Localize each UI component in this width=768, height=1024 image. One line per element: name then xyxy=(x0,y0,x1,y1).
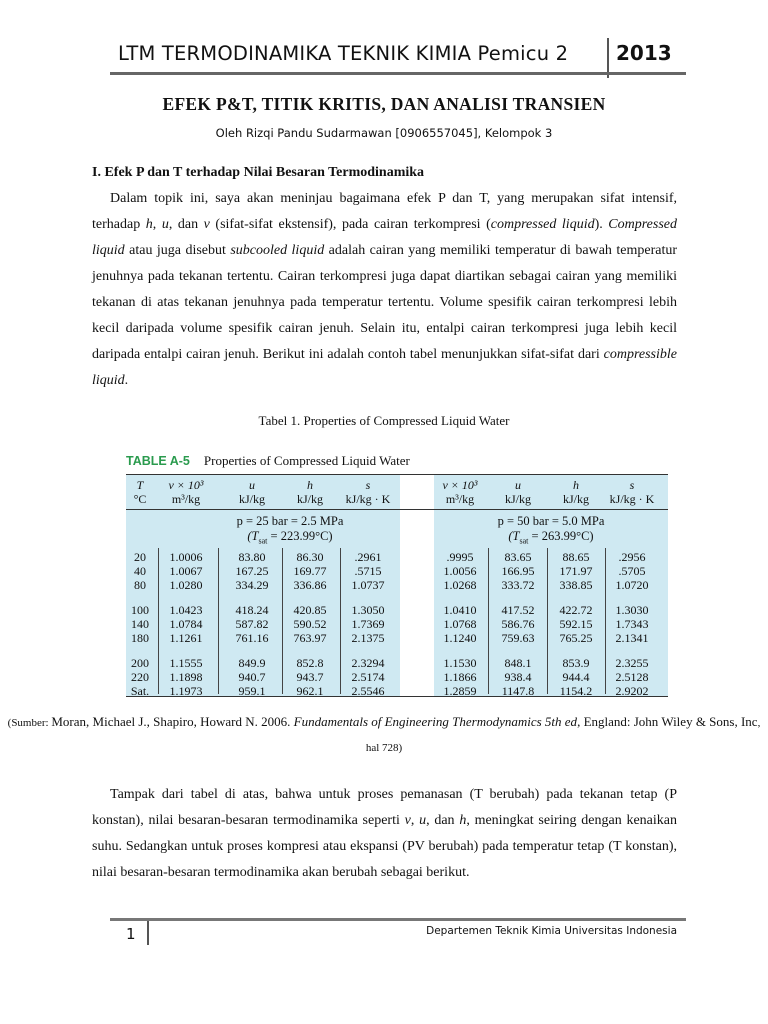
table-cell: 1.0006 xyxy=(169,550,203,564)
pressure-label-left: p = 25 bar = 2.5 MPa xyxy=(236,514,344,528)
table-cell: 2.3294 xyxy=(351,656,385,670)
section-heading: I. Efek P dan T terhadap Nilai Besaran Termodinamika xyxy=(92,165,425,180)
page-header xyxy=(110,36,686,74)
table-column-rule xyxy=(488,548,489,694)
table-column-rule xyxy=(605,548,606,694)
table-cell: 86.30 xyxy=(296,550,324,564)
table-column-rule xyxy=(218,548,219,694)
footer-department: Departemen Teknik Kimia Universitas Indonesia xyxy=(426,925,677,937)
header-year: 2013 xyxy=(616,41,672,65)
table-cell: 2.5546 xyxy=(351,684,385,698)
table-header-unit: kJ/kg · K xyxy=(609,492,655,506)
table-title-row xyxy=(126,452,410,470)
table-header-symbol: h xyxy=(307,478,313,492)
table-cell: 1.3030 xyxy=(615,603,649,617)
table-header-symbol: s xyxy=(365,478,371,492)
table-cell: 1.0784 xyxy=(169,617,203,631)
table-cell: 83.80 xyxy=(238,550,266,564)
table-cell: 765.25 xyxy=(559,631,593,645)
source-page: , hal 728) xyxy=(365,717,761,754)
source-book: Fundamentals of Engineering Thermodynamics 5th ed xyxy=(293,714,578,729)
table-cell: 334.29 xyxy=(235,578,269,592)
table-cell: 849.9 xyxy=(238,656,266,670)
table-cell: 2.9202 xyxy=(615,684,649,698)
table-cell: 586.76 xyxy=(501,617,535,631)
table-cell: 590.52 xyxy=(293,617,327,631)
table-cell: 169.77 xyxy=(293,564,327,578)
table-row-temp: 140 xyxy=(131,617,149,631)
table-cell: .5705 xyxy=(618,564,646,578)
table-cell: 417.52 xyxy=(501,603,535,617)
table-cell: 761.16 xyxy=(235,631,269,645)
table-cell: 1154.2 xyxy=(559,684,593,698)
table-cell: 2.1341 xyxy=(615,631,649,645)
table-cell: 763.97 xyxy=(293,631,327,645)
page-number: 1 xyxy=(126,925,136,943)
table-header-unit: m³/kg xyxy=(445,492,475,506)
table-cell: 587.82 xyxy=(235,617,269,631)
source-publisher: , England: John Wiley & Sons, Inc xyxy=(577,714,758,729)
table-cell: 333.72 xyxy=(501,578,535,592)
table-cell: 422.72 xyxy=(559,603,593,617)
table-header-unit: kJ/kg xyxy=(296,492,323,506)
table-cell: 1.1898 xyxy=(169,670,203,684)
table-cell: 1.0768 xyxy=(443,617,477,631)
table-row-temp: 200 xyxy=(131,656,149,670)
document-title: EFEK P&T, TITIK KRITIS, DAN ANALISI TRANSIEN xyxy=(162,94,606,114)
table-column-rule xyxy=(340,548,341,694)
table-cell: 2.5174 xyxy=(351,670,385,684)
table-cell: 938.4 xyxy=(504,670,532,684)
table-row-temp: Sat. xyxy=(130,684,150,698)
table-cell: 959.1 xyxy=(238,684,266,698)
table-cell: 1.1973 xyxy=(169,684,203,698)
tsat-label-right: $(T_{sat} = 263.99^\circ C)$ xyxy=(508,529,594,546)
table-cell: 592.15 xyxy=(559,617,593,631)
table-cell: .2961 xyxy=(354,550,382,564)
table-column-rule xyxy=(547,548,548,694)
table-cell: 420.85 xyxy=(293,603,327,617)
table-cell: 943.7 xyxy=(296,670,324,684)
table-cell: .5715 xyxy=(354,564,382,578)
table-description: Properties of Compressed Liquid Water xyxy=(203,453,410,468)
table-cell: 1.1530 xyxy=(443,656,477,670)
table-header-unit: kJ/kg xyxy=(504,492,531,506)
table-cell: 2.5128 xyxy=(615,670,649,684)
source-authors: Moran, Michael J., Shapiro, Howard N. 2006. xyxy=(51,714,294,729)
table-cell: 944.4 xyxy=(562,670,590,684)
table-label: TABLE A-5 xyxy=(126,454,190,468)
table-rule-header xyxy=(126,509,668,510)
table-row-temp: 20 xyxy=(134,550,146,564)
table-row-temp: 40 xyxy=(134,564,146,578)
table-cell: 2.1375 xyxy=(351,631,385,645)
table-cell: 83.65 xyxy=(504,550,532,564)
table-cell: 848.1 xyxy=(504,656,532,670)
paragraph-intro-text: Dalam topik ini, saya akan meninjau bagaimana efek P dan T, yang merupakan sifat intensif, terhadap h, u, dan v (sifat-sifat ekstensif), pada cairan terkompresi (compressed liquid). Compressed liquid atau juga disebut subcooled liquid adalah cairan yang memiliki temperatur di bawah temperatur jenuhnya pada tekanan tertentu. Cairan terkompresi juga dapat diartikan sebagai cairan yang memiliki tekanan di atas tekanan jenuhnya pada temperatur tertentu. Volume spesifik cairan terkompresi lebih kecil daripada volume spesifik cairan jenuh. Selain itu, entalpi cairan terkompresi juga lebih kecil daripada entalpi cairan jenuh. Berikut ini adalah contoh tabel menunjukkan sifat-sifat dari compressible liquid. xyxy=(92,191,677,388)
table-column-rule xyxy=(282,548,283,694)
footer-divider xyxy=(147,921,149,945)
table-cell: 1.2859 xyxy=(443,684,477,698)
table-row-temp: 180 xyxy=(131,631,149,645)
table-cell: 1.1240 xyxy=(443,631,477,645)
table-cell: 852.8 xyxy=(296,656,324,670)
tsat-label-left: $(T_{sat} = 223.99^\circ C)$ xyxy=(247,529,333,546)
table-row-temp: 100 xyxy=(131,603,149,617)
table-header-symbol: s xyxy=(629,478,635,492)
table-cell: 759.63 xyxy=(501,631,535,645)
table-header-unit: m³/kg xyxy=(171,492,201,506)
table-header-symbol: v × 10³ xyxy=(168,478,204,492)
paragraph-intro xyxy=(92,186,677,394)
table-header-symbol: u xyxy=(515,478,521,492)
table-header-symbol: T xyxy=(136,478,144,492)
table-cell: 1.0737 xyxy=(351,578,385,592)
table-row-temp: 80 xyxy=(134,578,146,592)
table-cell: .9995 xyxy=(446,550,474,564)
table-header-unit: kJ/kg · K xyxy=(345,492,391,506)
properties-table xyxy=(120,448,676,704)
author-line: Oleh Rizqi Pandu Sudarmawan [0906557045], Kelompok 3 xyxy=(215,126,553,140)
table-cell: 940.7 xyxy=(238,670,266,684)
table-cell: 1.1261 xyxy=(169,631,203,645)
table-cell: 1.1866 xyxy=(443,670,477,684)
footer-rule xyxy=(110,918,686,921)
table-row-temp: 220 xyxy=(131,670,149,684)
table-header-unit: °C xyxy=(133,492,147,506)
table-cell: 167.25 xyxy=(235,564,269,578)
table-cell: 1.0268 xyxy=(443,578,477,592)
table-cell: 1.1555 xyxy=(169,656,203,670)
paragraph-analysis-text: Tampak dari tabel di atas, bahwa untuk proses pemanasan (T berubah) pada tekanan tetap (P konstan), nilai besaran-besaran termodinamika seperti v, u, dan h, meningkat seiring dengan kenaikan suhu. Sedangkan untuk proses kompresi atau ekspansi (PV berubah) pada temperatur tetap (T konstan), nilai besaran-besaran termodinamika akan berubah sebagai berikut. xyxy=(92,787,678,880)
table-cell: 88.65 xyxy=(562,550,590,564)
table-column-rule xyxy=(158,548,159,694)
table-cell: 1.0423 xyxy=(169,603,203,617)
table-cell: 1.0410 xyxy=(443,603,477,617)
table-cell: 1.3050 xyxy=(351,603,385,617)
paragraph-analysis xyxy=(92,782,677,886)
table-cell: 418.24 xyxy=(235,603,269,617)
table-cell: 336.86 xyxy=(293,578,327,592)
source-prefix: (Sumber: xyxy=(7,717,52,729)
table-cell: .2956 xyxy=(618,550,646,564)
table-cell: 962.1 xyxy=(296,684,324,698)
table-cell: 1.0720 xyxy=(615,578,649,592)
table-cell: 1.7369 xyxy=(351,617,385,631)
table-header-symbol: u xyxy=(249,478,255,492)
table-cell: 1.0280 xyxy=(169,578,203,592)
table-caption: Tabel 1. Properties of Compressed Liquid Water xyxy=(258,413,510,428)
table-cell: 338.85 xyxy=(559,578,593,592)
table-cell: 1.7343 xyxy=(615,617,649,631)
table-cell: 166.95 xyxy=(501,564,535,578)
table-cell: 2.3255 xyxy=(615,656,649,670)
header-title: LTM TERMODINAMIKA TEKNIK KIMIA Pemicu 2 xyxy=(118,42,569,65)
table-cell: 1147.8 xyxy=(501,684,535,698)
header-rule xyxy=(110,72,686,75)
table-header-unit: kJ/kg xyxy=(238,492,265,506)
table-cell: 853.9 xyxy=(562,656,590,670)
table-cell: 171.97 xyxy=(559,564,593,578)
table-header-unit: kJ/kg xyxy=(562,492,589,506)
table-rule-top xyxy=(126,474,668,475)
table-cell: 1.0067 xyxy=(169,564,203,578)
pressure-label-right: p = 50 bar = 5.0 MPa xyxy=(497,514,605,528)
table-header-symbol: h xyxy=(573,478,579,492)
table-header-symbol: v × 10³ xyxy=(442,478,478,492)
table-cell: 1.0056 xyxy=(443,564,477,578)
table-source xyxy=(0,710,768,760)
